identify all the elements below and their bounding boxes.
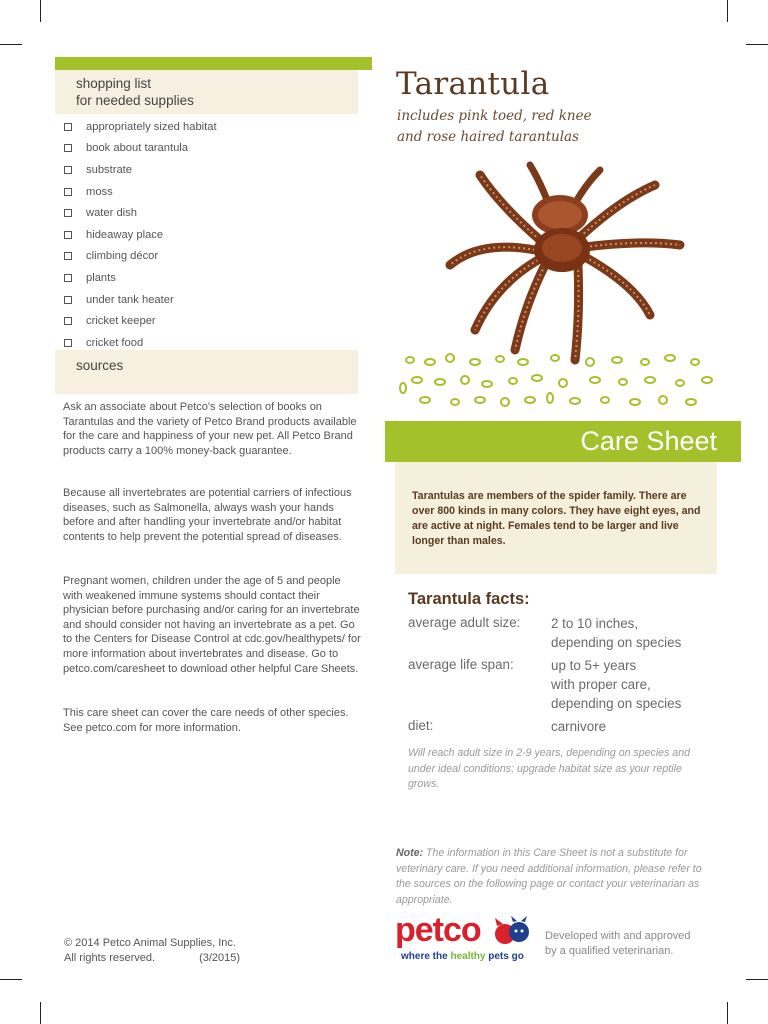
- list-item[interactable]: [64, 116, 217, 138]
- shopping-title-line1: shopping list: [76, 76, 152, 91]
- decorative-dots: [395, 350, 725, 410]
- checkbox[interactable]: [64, 209, 72, 217]
- fact-value-line: 2 to 10 inches,: [551, 616, 639, 631]
- fact-label: average adult size:: [408, 615, 521, 630]
- fact-label: average life span:: [408, 657, 514, 672]
- list-item[interactable]: [64, 310, 217, 332]
- checkbox[interactable]: [64, 188, 72, 196]
- fact-value-line: up to 5+ years: [551, 658, 637, 673]
- crop-mark: [0, 44, 22, 45]
- page-subtitle: [397, 106, 592, 148]
- checkbox[interactable]: [64, 339, 72, 347]
- note-block: [396, 846, 716, 908]
- shopping-title-line2: for needed supplies: [76, 93, 194, 108]
- sources-paragraph: Ask an associate about Petco's selection of books on Tarantulas and the variety of Petco Brand products available for the care and happiness of your new pet. All Petco Brand products carry a 100% money-back guarantee.: [63, 401, 357, 457]
- subtitle-line1: includes pink toed, red knee: [397, 108, 592, 124]
- list-item-label: water dish: [86, 207, 137, 220]
- list-item-label: substrate: [86, 163, 133, 176]
- fact-label: diet:: [408, 718, 434, 733]
- top-accent-bar: [55, 57, 372, 70]
- list-item[interactable]: [64, 246, 217, 268]
- intro-text: Tarantulas are members of the spider family. There are over 800 kinds in many colors. They have eight eyes, and are active at night. Females tend to be larger and live longer than males.: [412, 490, 701, 547]
- sources-paragraph: Pregnant women, children under the age of 5 and people with weakened immune systems should contact their physician before purchasing and/or caring for an invertebrate and should consider not having an invertebrate as a pet. Go to the Centers for Disease Control at cdc.gov/healthypets/ for more information about invertebrates and disease. Go to petco.com/caresheet to download other helpful Care Sheets.: [63, 575, 361, 675]
- dog-cat-icon: [493, 916, 531, 950]
- checkbox[interactable]: [64, 144, 72, 152]
- list-item[interactable]: [64, 138, 217, 160]
- list-item-label: hideaway place: [86, 228, 164, 241]
- checkbox[interactable]: [64, 296, 72, 304]
- list-item[interactable]: [64, 202, 217, 224]
- list-item-label: moss: [86, 185, 113, 198]
- list-item-label: plants: [86, 271, 116, 284]
- checkbox[interactable]: [64, 123, 72, 131]
- rights-text: All rights reserved.: [64, 951, 156, 964]
- list-item-label: cricket keeper: [86, 315, 156, 328]
- fact-value-line: with proper care,: [551, 677, 651, 692]
- note-text: The information in this Care Sheet is not a substitute for veterinary care. If you need additional information, please refer to the sources on the following page or contact your veterinarian as appropriate.: [396, 847, 702, 906]
- petco-logo[interactable]: petco: [395, 911, 481, 949]
- facts-footnote: Will reach adult size in 2-9 years, depending on species and under ideal conditions; upgrade habitat size as your reptile grows.: [408, 747, 690, 790]
- list-item-label: cricket food: [86, 336, 144, 349]
- list-item-label: book about tarantula: [86, 142, 189, 155]
- developed-line1: Developed with and approved: [545, 930, 691, 942]
- fact-value-line: depending on species: [551, 696, 682, 711]
- list-item-label: under tank heater: [86, 293, 174, 306]
- checkbox[interactable]: [64, 274, 72, 282]
- fact-value-line: depending on species: [551, 635, 682, 650]
- checkbox[interactable]: [64, 166, 72, 174]
- sources-paragraph: Because all invertebrates are potential carriers of infectious diseases, such as Salmonella, always wash your hands before and after handling your invertebrate and/or habitat contents to help prevent the potential spread of diseases.: [63, 487, 352, 543]
- copyright-text: © 2014 Petco Animal Supplies, Inc.: [64, 937, 236, 949]
- list-item[interactable]: [64, 224, 217, 246]
- print-date: (3/2015): [199, 951, 241, 964]
- list-item-label: climbing décor: [86, 250, 159, 263]
- page-title: Tarantula: [396, 66, 550, 102]
- list-item[interactable]: [64, 289, 217, 311]
- fact-value: [551, 614, 741, 652]
- crop-mark: [0, 979, 22, 980]
- fact-value-line: carnivore: [551, 719, 607, 734]
- crop-mark: [40, 0, 41, 22]
- list-item[interactable]: [64, 159, 217, 181]
- sources-title: sources: [76, 358, 124, 373]
- developed-statement: [545, 929, 691, 959]
- tagline-part: where the: [401, 951, 451, 962]
- shopping-list: [64, 116, 217, 354]
- crop-mark: [746, 979, 768, 980]
- checkbox[interactable]: [64, 231, 72, 239]
- checkbox[interactable]: [64, 252, 72, 260]
- copyright-block: [64, 936, 240, 965]
- sources-paragraph: This care sheet can cover the care needs of other species. See petco.com for more information.: [63, 707, 349, 734]
- tarantula-image: [420, 145, 720, 375]
- developed-line2: by a qualified veterinarian.: [545, 945, 674, 957]
- care-sheet-label: Care Sheet: [580, 426, 717, 456]
- crop-mark: [40, 1002, 41, 1024]
- tagline-highlight: healthy: [450, 951, 486, 962]
- shopping-list-title: [76, 75, 194, 109]
- fact-value: [551, 717, 741, 736]
- crop-mark: [727, 0, 728, 22]
- list-item[interactable]: [64, 267, 217, 289]
- crop-mark: [746, 44, 768, 45]
- petco-tagline: [401, 951, 524, 962]
- fact-value: [551, 656, 741, 713]
- facts-title: Tarantula facts:: [408, 590, 530, 608]
- subtitle-line2: and rose haired tarantulas: [397, 129, 579, 145]
- list-item-label: appropriately sized habitat: [86, 120, 217, 133]
- tagline-part: pets go: [485, 951, 524, 962]
- crop-mark: [727, 1002, 728, 1024]
- checkbox[interactable]: [64, 317, 72, 325]
- note-label: Note:: [396, 847, 424, 859]
- list-item[interactable]: [64, 181, 217, 203]
